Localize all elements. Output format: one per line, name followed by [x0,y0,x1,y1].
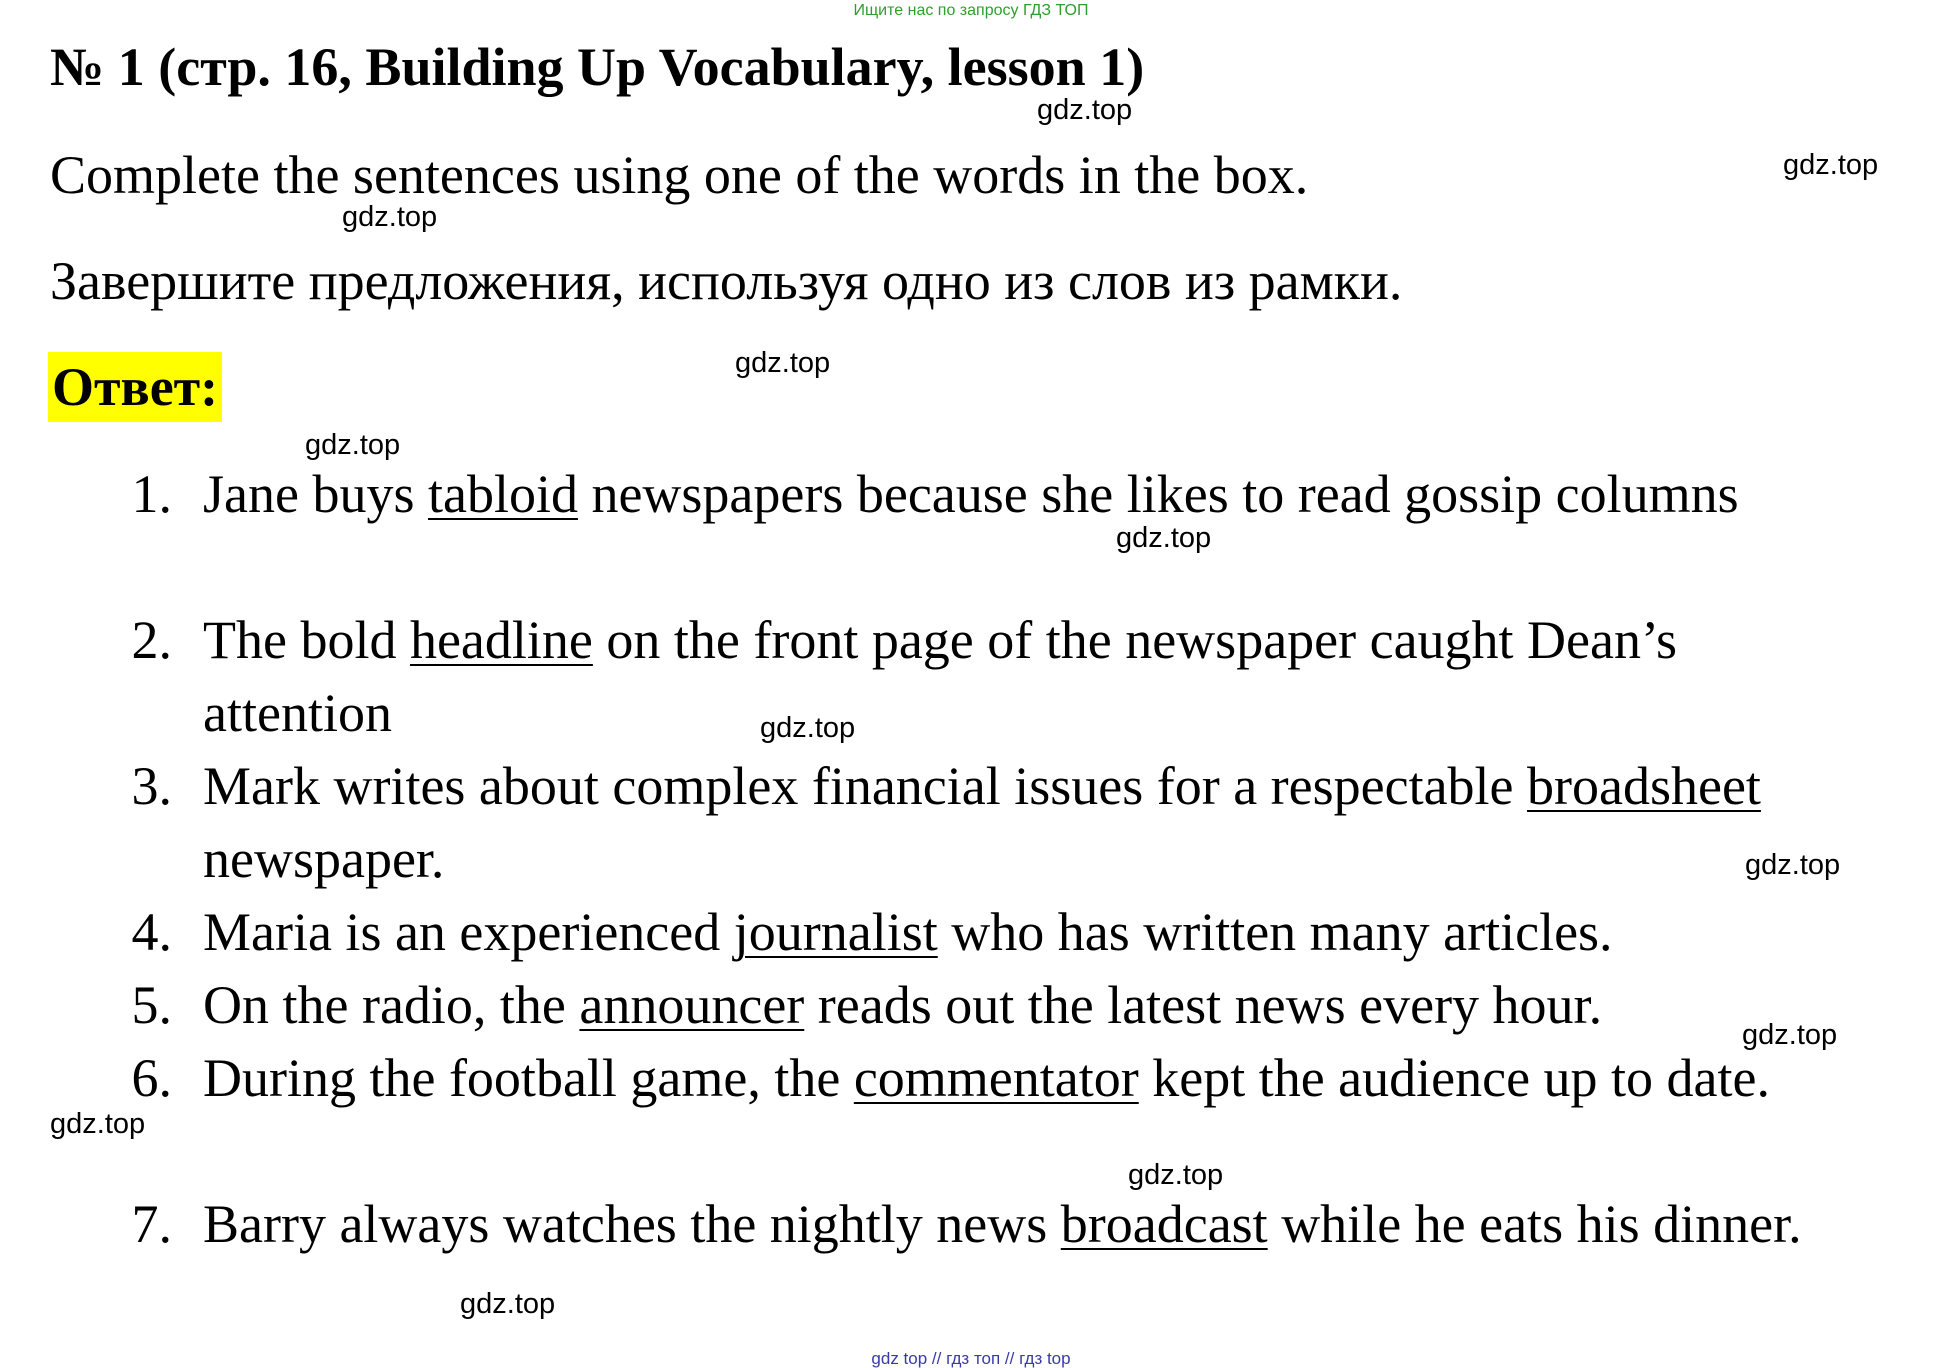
item-number: 1. [131,464,172,524]
watermark-text: gdz.top [735,347,831,379]
answer-list [0,458,1942,1334]
sentence-text: while he eats his dinner. [1267,1194,1802,1254]
list-item [0,750,1942,896]
watermark-text: gdz.top [1783,149,1879,181]
item-sentence [203,896,1823,969]
answer-word: broadcast [1060,1194,1268,1254]
item-sentence [203,1042,1823,1115]
instruction-english: Complete the sentences using one of the words in the box. [50,145,1309,205]
answer-word: commentator [853,1048,1139,1108]
sentence-text: Maria is an experienced [203,902,734,962]
item-number: 2. [131,610,172,670]
item-number: 3. [131,756,172,816]
watermark-text: gdz.top [1745,849,1841,881]
watermark-text: gdz.top [760,712,856,744]
list-item [0,1188,1942,1334]
list-item [0,969,1942,1042]
watermark-text: gdz.top [342,201,438,233]
sentence-text: Jane buys [203,464,428,524]
answer-word: headline [409,610,593,670]
watermark-text: gdz.top [50,1108,146,1140]
item-number: 4. [131,902,172,962]
list-item [0,896,1942,969]
sentence-text: During the football game, the [203,1048,854,1108]
item-sentence [203,750,1823,896]
list-item [0,604,1942,750]
instruction-russian: Завершите предложения, используя одно из слов из рамки. [50,251,1403,311]
sentence-text: kept the audience up to date. [1138,1048,1770,1108]
page-title: № 1 (стр. 16, Building Up Vocabulary, lesson 1) [50,37,1145,97]
sentence-text: Barry always watches the nightly news [203,1194,1061,1254]
sentence-text: On the radio, the [203,975,580,1035]
sentence-text: who has written many articles. [937,902,1613,962]
answer-word: announcer [579,975,805,1035]
list-item [0,1042,1942,1188]
watermark-text: gdz.top [1128,1159,1224,1191]
list-item [0,458,1942,604]
top-banner: Ищите нас по запросу ГДЗ ТОП [853,2,1089,19]
answer-word: tabloid [427,464,578,524]
footer-banner: gdz top // гдз топ // гдз top [871,1349,1071,1368]
watermark-text: gdz.top [1116,522,1212,554]
sentence-text: on the front page of the newspaper caught Dean’s attention [203,610,1678,743]
watermark-text: gdz.top [1742,1019,1838,1051]
answer-label: Ответ: [48,352,222,422]
watermark-text: gdz.top [305,429,401,461]
item-sentence [203,604,1823,750]
item-number: 5. [131,975,172,1035]
item-sentence [203,1188,1823,1261]
sentence-text: The bold [203,610,410,670]
item-sentence [203,458,1823,531]
watermark-text: gdz.top [460,1288,556,1320]
answer-word: journalist [733,902,938,962]
sentence-text: newspaper. [203,829,445,889]
sentence-text: newspapers because she likes to read gossip columns [577,464,1739,524]
item-number: 7. [131,1194,172,1254]
answer-word: broadsheet [1527,756,1761,816]
sentence-text: reads out the latest news every hour. [804,975,1603,1035]
watermark-text: gdz.top [1037,94,1133,126]
sentence-text: Mark writes about complex financial issues for a respectable [203,756,1528,816]
item-sentence [203,969,1823,1042]
item-number: 6. [131,1048,172,1108]
